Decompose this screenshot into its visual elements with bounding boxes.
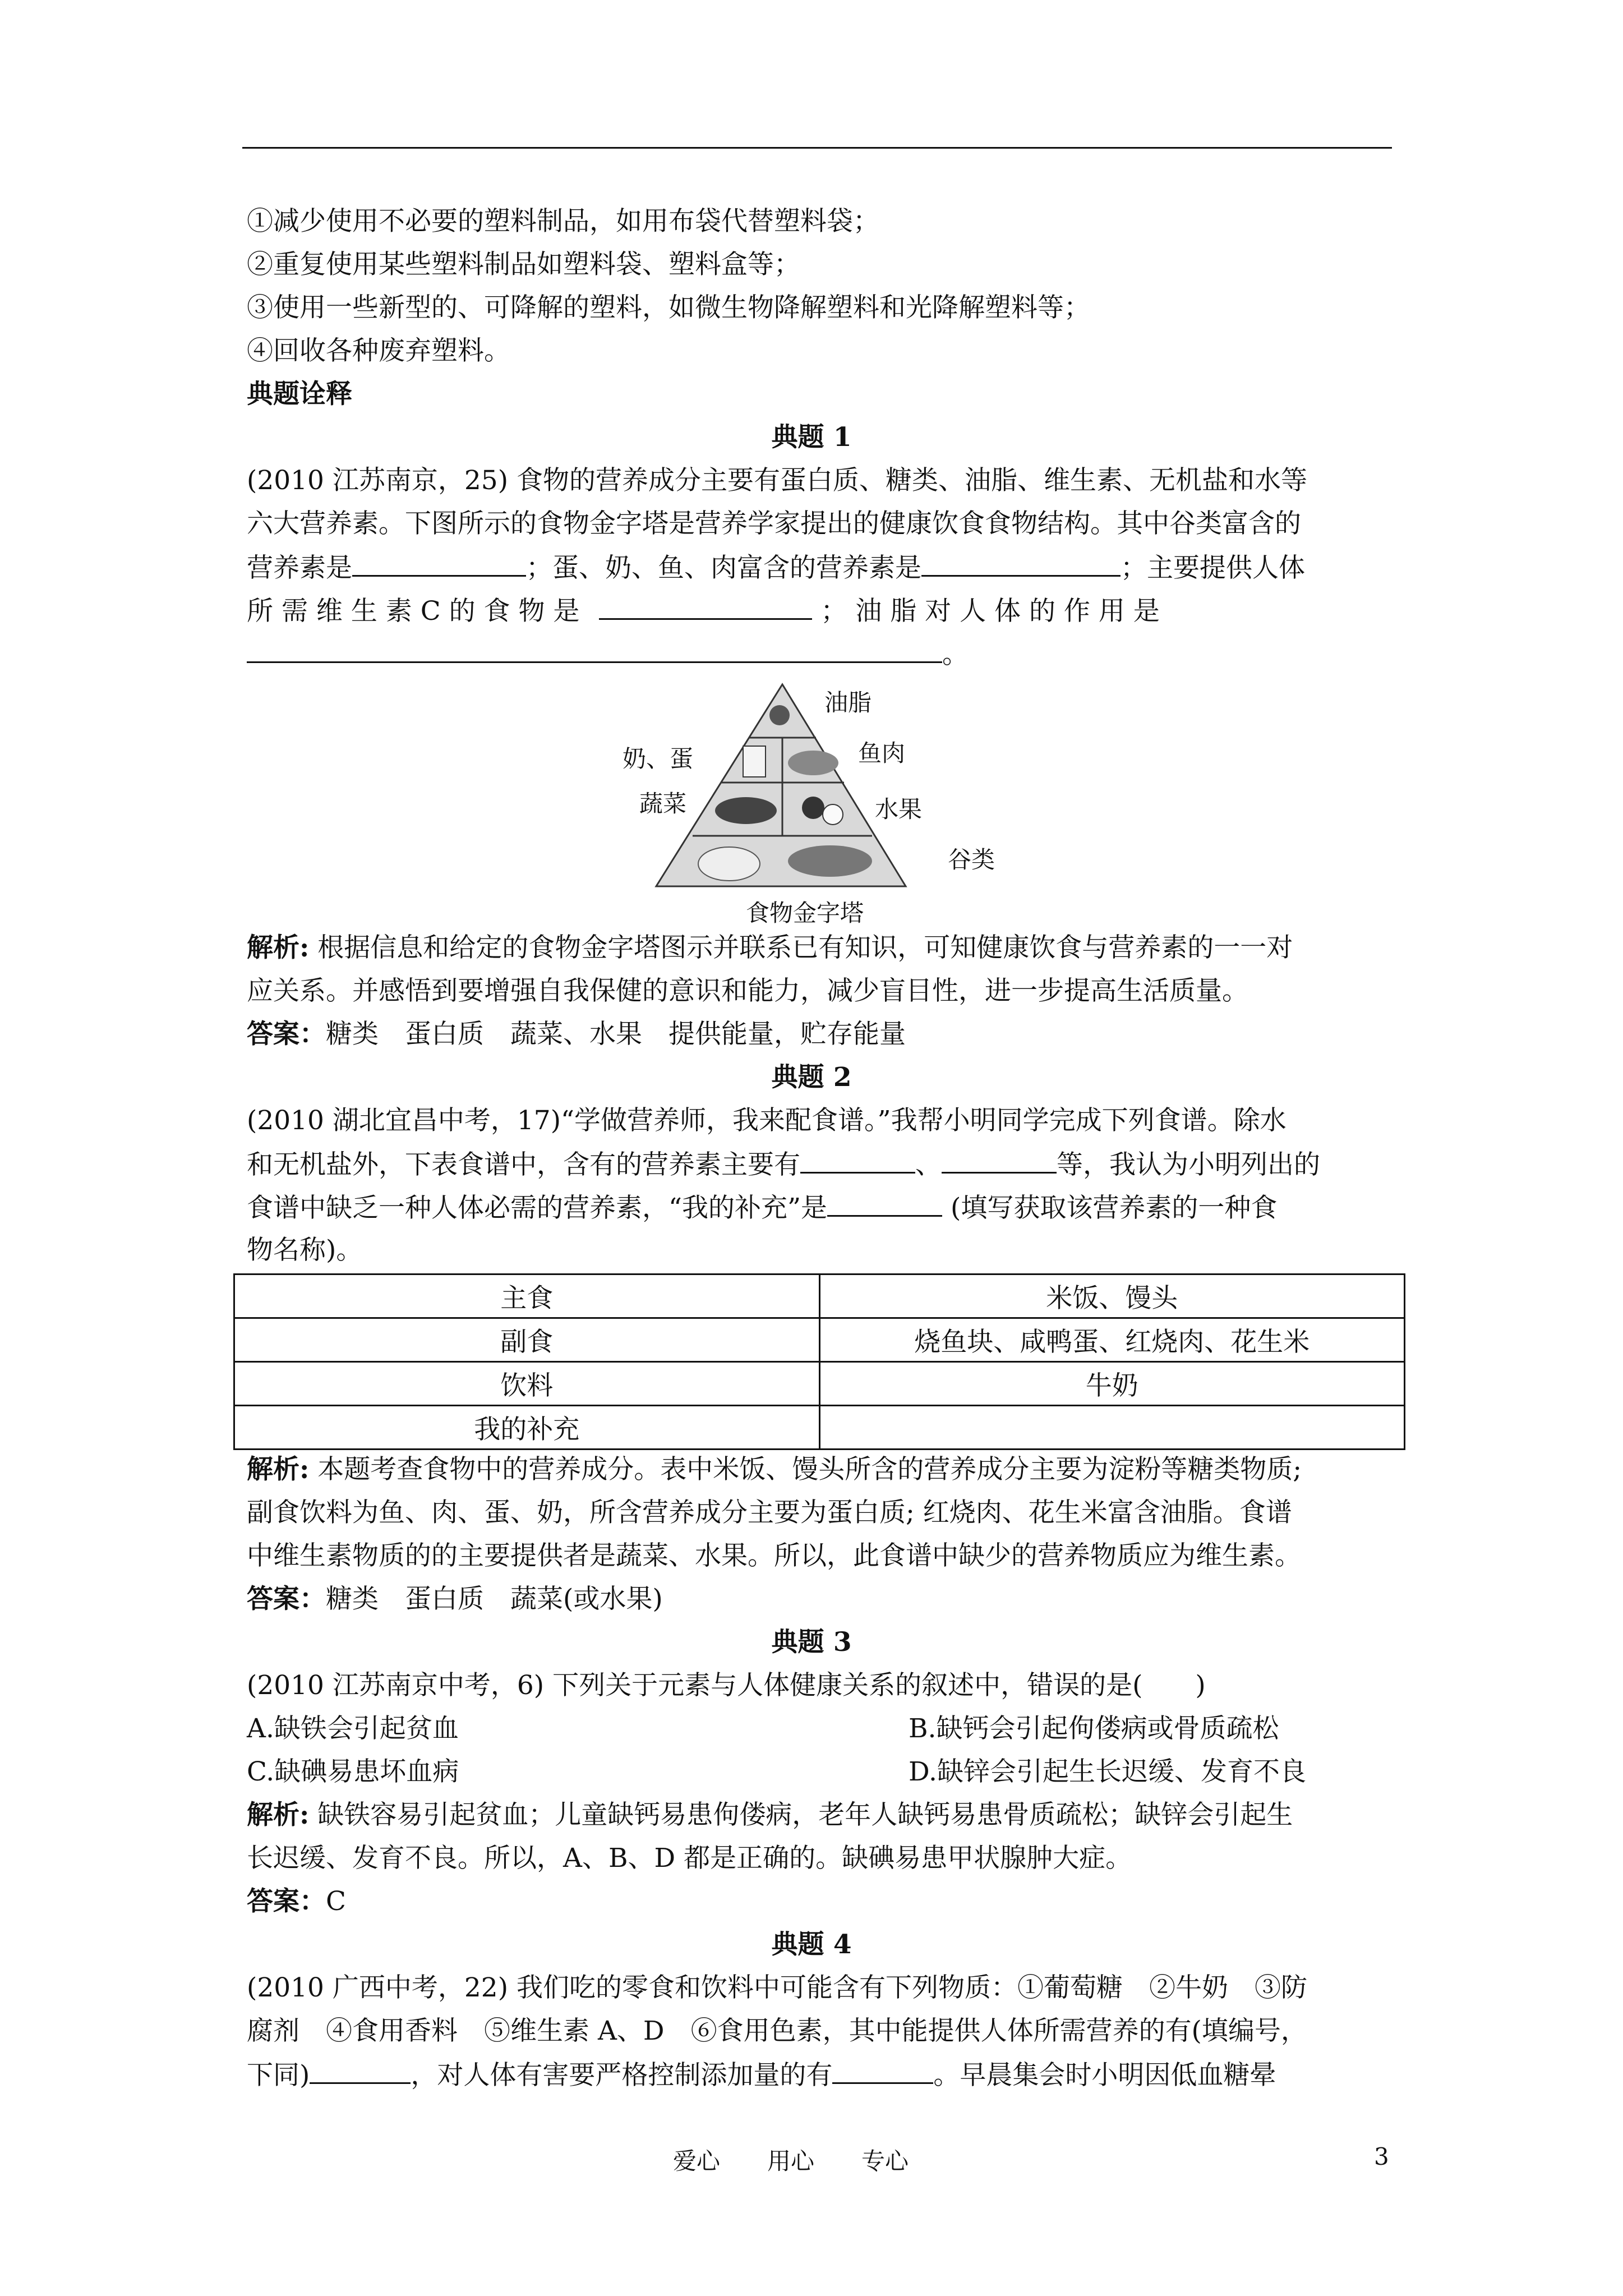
table-cell-editable[interactable] xyxy=(819,1406,1405,1450)
q3-analysis-text-1: 缺铁容易引起贫血；儿童缺钙易患佝偻病，老年人缺钙易患骨质疏松；缺锌会引起生 xyxy=(309,1800,1293,1830)
q4-line-3b: ，对人体有害要严格控制添加量的有 xyxy=(411,2060,833,2091)
table-cell: 副食 xyxy=(234,1318,820,1362)
pyramid-caption: 食物金字塔 xyxy=(746,899,864,927)
footer-motto: 爱心 用心 专心 xyxy=(673,2147,909,2175)
q2-line-2a: 和无机盐外，下表食谱中，含有的营养素主要有 xyxy=(247,1149,800,1180)
table-cell: 牛奶 xyxy=(819,1362,1405,1406)
q4-blank-2[interactable] xyxy=(832,2058,933,2084)
header-rule xyxy=(242,147,1392,149)
intro-item-3: ③使用一些新型的、可降解的塑料，如微生物降解塑料和光降解塑料等； xyxy=(247,292,1090,323)
q4-line-3a: 下同) xyxy=(247,2060,310,2091)
q1-line-5 xyxy=(247,637,969,671)
q1-analysis-label: 解析: xyxy=(247,932,310,963)
intro-item-4: ④回收各种废弃塑料。 xyxy=(247,335,510,366)
q1-blank-1[interactable] xyxy=(352,550,526,577)
q1-title: 典题 1 xyxy=(771,422,852,453)
q1-line-4a: 所 需 维 生 素 C 的 食 物 是 xyxy=(247,596,580,627)
q2-analysis-label: 解析: xyxy=(247,1454,310,1485)
q1-line-2: 六大营养素。下图所示的食物金字塔是营养学家提出的健康饮食食物结构。其中谷类富含的 xyxy=(247,508,1301,539)
q1-line-3 xyxy=(247,550,1305,585)
table-cell: 主食 xyxy=(234,1274,820,1318)
label-fish-meat: 鱼肉 xyxy=(858,739,906,767)
q1-line-4 xyxy=(247,593,1160,628)
table-row xyxy=(234,1406,1405,1450)
q1-line-3a: 营养素是 xyxy=(247,553,352,583)
q4-blank-1[interactable] xyxy=(310,2058,411,2084)
q2-line-3 xyxy=(247,1190,1277,1225)
table-cell: 饮料 xyxy=(234,1362,820,1406)
q4-line-3c: 。早晨集会时小明因低血糖晕 xyxy=(933,2060,1276,2091)
q1-line-3b: ；蛋、奶、鱼、肉富含的营养素是 xyxy=(526,553,921,583)
q2-line-4: 物名称)。 xyxy=(247,1235,363,1266)
q2-blank-2[interactable] xyxy=(942,1147,1057,1174)
q2-answer-text: 糖类 蛋白质 蔬菜(或水果) xyxy=(326,1584,663,1614)
menu-table xyxy=(233,1273,1405,1450)
section-title: 典题诠释 xyxy=(247,379,352,409)
intro-item-2: ②重复使用某些塑料制品如塑料袋、塑料盒等； xyxy=(247,249,800,280)
q2-answer-label: 答案： xyxy=(247,1584,326,1614)
q1-line-1: (2010 江苏南京，25) 食物的营养成分主要有蛋白质、糖类、油脂、维生素、无机盐和水等 xyxy=(247,465,1307,496)
intro-item-1: ①减少使用不必要的塑料制品，如用布袋代替塑料袋； xyxy=(247,206,879,237)
q3-option-b[interactable]: B.缺钙会引起佝偻病或骨质疏松 xyxy=(909,1713,1279,1744)
q2-answer xyxy=(247,1582,663,1616)
q3-option-c[interactable]: C.缺碘易患坏血病 xyxy=(247,1756,459,1787)
q3-stem: (2010 江苏南京中考，6) 下列关于元素与人体健康关系的叙述中，错误的是( ) xyxy=(247,1670,1206,1701)
q1-answer xyxy=(247,1018,906,1051)
label-milk-egg: 奶、蛋 xyxy=(623,745,694,772)
q2-analysis-2: 副食饮料为鱼、肉、蛋、奶，所含营养成分主要为蛋白质; 红烧肉、花生米富含油脂。食谱 xyxy=(247,1497,1292,1528)
q3-title: 典题 3 xyxy=(771,1627,852,1658)
q1-line-4b: ； 油 脂 对 人 体 的 作 用 是 xyxy=(820,596,1160,627)
food-pyramid-figure xyxy=(623,673,1026,954)
q2-analysis-1 xyxy=(247,1453,1302,1487)
q2-line-2 xyxy=(247,1147,1320,1182)
q2-line-3b: (填写获取该营养素的一种食 xyxy=(942,1193,1278,1223)
q2-line-2c: 等，我认为小明列出的 xyxy=(1057,1149,1320,1180)
table-cell: 我的补充 xyxy=(234,1406,820,1450)
q4-line-1: (2010 广西中考，22) 我们吃的零食和饮料中可能含有下列物质：①葡萄糖 ②牛奶 ③防 xyxy=(247,1972,1307,2003)
q3-analysis-1 xyxy=(247,1798,1293,1832)
q3-answer-text: C xyxy=(326,1886,346,1917)
label-oil: 油脂 xyxy=(824,689,872,716)
q1-blank-4[interactable] xyxy=(247,637,942,663)
q3-analysis-label: 解析: xyxy=(247,1800,310,1830)
q2-blank-1[interactable] xyxy=(800,1147,915,1174)
table-row xyxy=(234,1318,1405,1362)
q2-line-1: (2010 湖北宜昌中考，17)“学做营养师，我来配食谱。”我帮小明同学完成下列食谱。除水 xyxy=(247,1105,1287,1136)
q3-analysis-2: 长迟缓、发育不良。所以，A、B、D 都是正确的。缺碘易患甲状腺肿大症。 xyxy=(247,1843,1132,1874)
q1-line-3c: ；主要提供人体 xyxy=(1121,553,1305,583)
q2-analysis-text-1: 本题考查食物中的营养成分。表中米饭、馒头所含的营养成分主要为淀粉等糖类物质; xyxy=(309,1454,1302,1485)
q1-line-5b: 。 xyxy=(942,639,969,670)
q1-answer-text: 糖类 蛋白质 蔬菜、水果 提供能量，贮存能量 xyxy=(326,1019,906,1050)
q2-analysis-3: 中维生素物质的的主要提供者是蔬菜、水果。所以，此食谱中缺少的营养物质应为维生素。 xyxy=(247,1540,1301,1571)
q2-title: 典题 2 xyxy=(771,1062,852,1093)
q4-title: 典题 4 xyxy=(771,1929,852,1960)
table-row xyxy=(234,1274,1405,1318)
table-row xyxy=(234,1362,1405,1406)
q1-analysis-2: 应关系。并感悟到要增强自我保健的意识和能力，减少盲目性，进一步提高生活质量。 xyxy=(247,976,1248,1006)
q1-blank-2[interactable] xyxy=(921,550,1121,577)
q1-blank-3[interactable] xyxy=(599,593,812,620)
table-cell: 烧鱼块、咸鸭蛋、红烧肉、花生米 xyxy=(819,1318,1405,1362)
q1-answer-label: 答案： xyxy=(247,1019,326,1050)
q1-analysis-1 xyxy=(247,931,1293,965)
q2-line-3a: 食谱中缺乏一种人体必需的营养素，“我的补充”是 xyxy=(247,1193,828,1223)
label-vegetables: 蔬菜 xyxy=(639,790,687,817)
q4-line-2: 腐剂 ④食用香料 ⑤维生素 A、D ⑥食用色素，其中能提供人体所需营养的有(填编号， xyxy=(247,2016,1307,2046)
label-fruit: 水果 xyxy=(875,795,923,823)
q1-analysis-text-1: 根据信息和给定的食物金字塔图示并联系已有知识，可知健康饮食与营养素的一一对 xyxy=(309,932,1293,963)
q4-line-3 xyxy=(247,2058,1276,2092)
q3-answer-label: 答案： xyxy=(247,1886,326,1917)
q2-line-2b: 、 xyxy=(915,1149,942,1180)
q3-option-a[interactable]: A.缺铁会引起贫血 xyxy=(247,1713,459,1744)
q2-blank-3[interactable] xyxy=(827,1190,942,1217)
table-cell: 米饭、馒头 xyxy=(819,1274,1405,1318)
q3-answer xyxy=(247,1885,346,1918)
label-grains: 谷类 xyxy=(948,846,995,873)
page-number: 3 xyxy=(1374,2143,1389,2170)
q3-option-d[interactable]: D.缺锌会引起生长迟缓、发育不良 xyxy=(909,1756,1306,1787)
